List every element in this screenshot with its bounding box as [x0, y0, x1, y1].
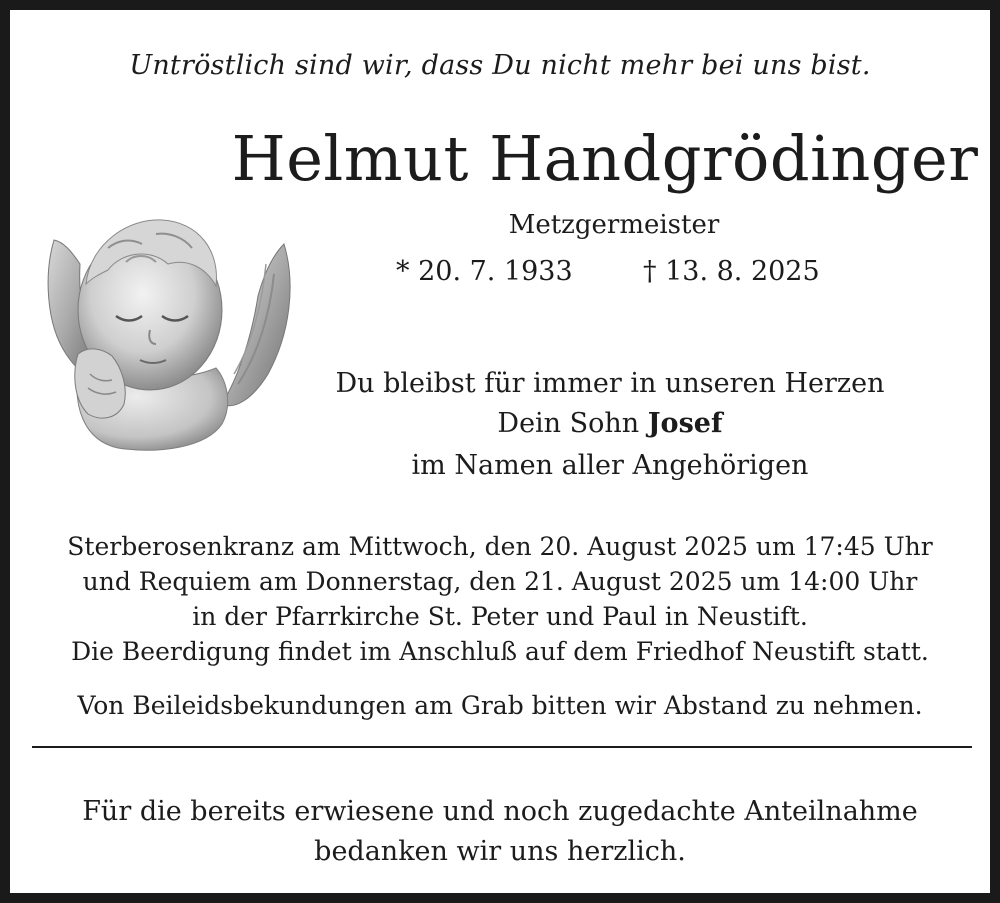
ceremony-line-4: Die Beerdigung findet im Anschluß auf dem Friedhof Neustift statt. [71, 637, 929, 666]
closing-line-2 [310, 408, 910, 439]
deceased-name: Helmut Handgrödinger [231, 122, 979, 195]
ceremony-line-2: und Requiem am Donnerstag, den 21. August 2025 um 14:00 Uhr [82, 567, 918, 596]
closing-son-name: Josef [647, 408, 723, 439]
ceremony-line-3: in der Pfarrkirche St. Peter und Paul in Neustift. [192, 602, 808, 631]
birth-date: * 20. 7. 1933 [396, 256, 573, 287]
divider-line [32, 746, 972, 748]
ceremony-note: Von Beileidsbekundungen am Grab bitten wir Abstand zu nehmen. [77, 691, 923, 720]
ceremony-line-1: Sterberosenkranz am Mittwoch, den 20. August 2025 um 17:45 Uhr [67, 532, 933, 561]
angel-figure-icon [38, 204, 300, 454]
thanks-line-1: Für die bereits erwiesene und noch zugedachte Anteilnahme [82, 796, 918, 827]
closing-line-3: im Namen aller Angehörigen [411, 450, 809, 481]
motto: Untröstlich sind wir, dass Du nicht mehr bei uns bist. [129, 50, 871, 81]
death-date: † 13. 8. 2025 [643, 256, 820, 287]
closing-line-1: Du bleibst für immer in unseren Herzen [335, 368, 885, 399]
thanks-line-2: bedanken wir uns herzlich. [314, 836, 686, 867]
deceased-profession: Metzgermeister [508, 210, 720, 240]
closing-son-prefix: Dein Sohn [497, 408, 648, 439]
